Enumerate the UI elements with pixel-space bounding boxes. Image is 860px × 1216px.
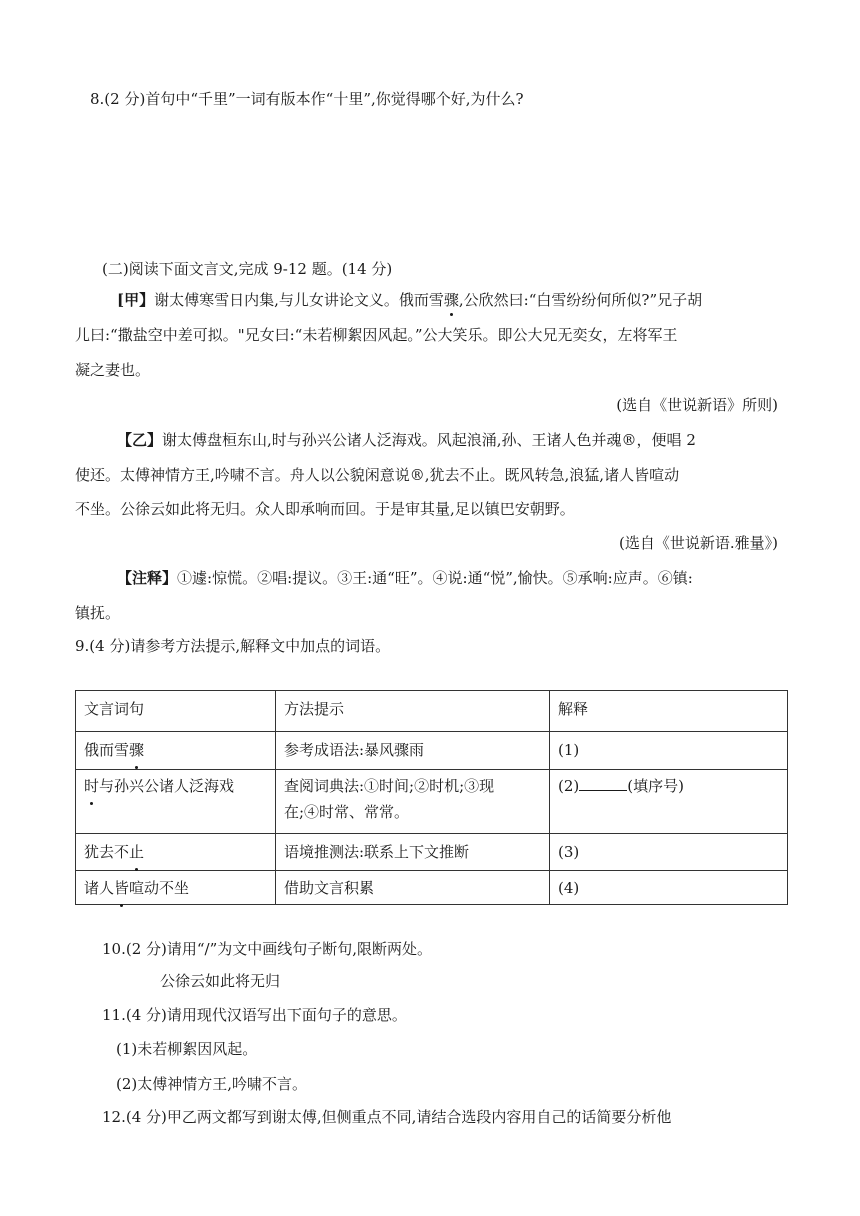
passage-jia-text: ,公欣然曰:“白雪纷纷何所似?”兄子胡	[458, 291, 703, 309]
passage-yi-line-3: 不坐。公徐云如此将无归。众人即承响而回。于是审其量,足以镇巴安朝野。	[75, 500, 575, 518]
phrase-text: 与孙兴公诸人泛海戏	[99, 777, 235, 795]
answer-number: (2)	[558, 777, 580, 795]
dotted-word: 止	[129, 839, 144, 865]
phrase-cell	[76, 871, 276, 905]
table-header-cell: 文言词句	[76, 691, 276, 732]
phrase-cell	[76, 834, 276, 871]
phrase-text: 俄而雪	[84, 741, 130, 759]
dotted-word: 时	[84, 773, 99, 799]
answer-cell[interactable]: (1)	[550, 732, 788, 770]
question-11-item-1: (1)未若柳絮因风起。	[116, 1040, 258, 1058]
table-header-cell: 方法提示	[276, 691, 550, 732]
table-row	[76, 770, 788, 834]
question-10-sentence: 公徐云如此将无归	[160, 972, 281, 990]
dotted-word: 骤	[443, 291, 459, 309]
answer-cell[interactable]: (3)	[550, 834, 788, 871]
phrase-cell	[76, 732, 276, 770]
passage-jia-line-3: 凝之妻也。	[75, 361, 151, 379]
answer-hint: (填序号)	[627, 777, 684, 795]
dotted-word: 骤	[129, 737, 144, 763]
table-row	[76, 732, 788, 770]
notes-line-2: 镇抚。	[75, 604, 121, 622]
method-cell	[276, 770, 550, 834]
table-row	[76, 834, 788, 871]
answer-cell[interactable]	[550, 770, 788, 834]
table-header-row	[76, 691, 788, 732]
method-cell: 借助文言积累	[276, 871, 550, 905]
question-8: 8.(2 分)首句中“千里”一词有版本作“十里”,你觉得哪个好,为什么?	[90, 90, 524, 108]
dotted-word: 皆	[114, 875, 129, 901]
notes-label: 【注释】	[117, 569, 178, 587]
question-9: 9.(4 分)请参考方法提示,解释文中加点的词语。	[75, 637, 391, 655]
phrase-text: 喧动不坐	[129, 879, 190, 897]
notes-text: ①遽:惊慌。②唱:提议。③王:通“旺”。④说:通“悦”,愉快。⑤承响:应声。⑥镇:	[177, 569, 693, 587]
section-2-heading: (二)阅读下面文言文,完成 9-12 题。(14 分)	[102, 260, 393, 278]
phrase-cell	[76, 770, 276, 834]
passage-yi-source: (选自《世说新语.雅量》)	[619, 534, 778, 552]
passage-jia-label: [甲】	[117, 291, 155, 309]
method-line: 在;④时常、常常。	[284, 803, 410, 821]
method-line: 查阅词典法:①时间;②时机;③现	[284, 777, 495, 795]
question-10: 10.(2 分)请用“/”为文中画线句子断句,限断两处。	[102, 940, 433, 958]
method-cell: 语境推测法:联系上下文推断	[276, 834, 550, 871]
phrase-text: 犹去不	[84, 843, 130, 861]
passage-yi-line-2: 使还。太傅神情方王,吟啸不言。舟人以公貌闲意说®,犹去不止。既风转急,浪猛,诸人皆喧动	[75, 466, 680, 484]
passage-yi-line-1	[117, 430, 696, 450]
table-row	[76, 871, 788, 905]
answer-cell[interactable]: (4)	[550, 871, 788, 905]
passage-jia-line-2: 儿曰:“撒盐空中差可拟。"兄女曰:“未若柳絮因风起。”公大笑乐。即公大兄无奕女，左将军王	[75, 326, 678, 344]
passage-jia-source: (选自《世说新语》所则)	[616, 396, 778, 414]
passage-jia-text: 谢太傅寒雪日内集,与儿女讲论文义。俄而雪	[154, 291, 444, 309]
vocab-table	[75, 690, 788, 905]
question-11-item-2: (2)太傅神情方王,吟啸不言。	[116, 1075, 308, 1093]
notes-line-1	[117, 568, 693, 588]
question-12: 12.(4 分)甲乙两文都写到谢太傅,但侧重点不同,请结合选段内容用自己的话简要分析他	[102, 1108, 672, 1126]
table-header-cell: 解释	[550, 691, 788, 732]
passage-yi-label: 【乙】	[117, 431, 163, 449]
question-11: 11.(4 分)请用现代汉语写出下面句子的意思。	[102, 1006, 407, 1024]
passage-yi-text: 谢太傅盘桓东山,时与孙兴公诸人泛海戏。风起浪涌,孙、王诸人色并魂®，便唱 2	[162, 431, 696, 449]
phrase-text: 诸人	[84, 879, 115, 897]
passage-jia-line-1	[117, 290, 702, 310]
answer-blank[interactable]	[579, 776, 627, 791]
method-cell: 参考成语法:暴风骤雨	[276, 732, 550, 770]
